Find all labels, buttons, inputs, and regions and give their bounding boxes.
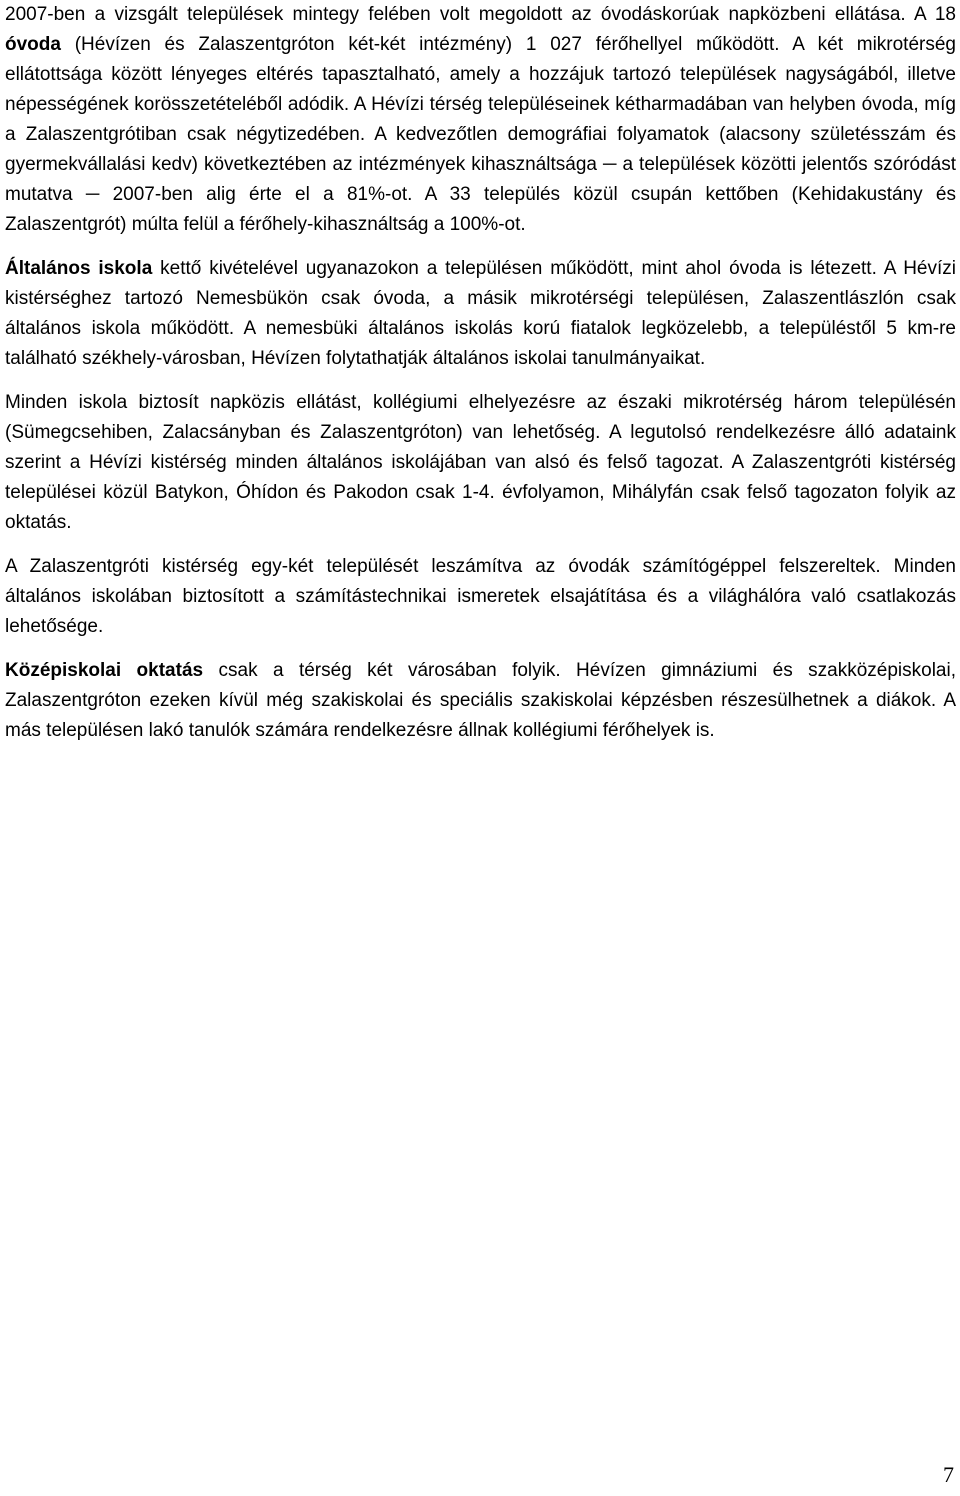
page-number: 7 [943,1462,954,1487]
paragraph-secondary-school [5,656,956,746]
text-run: (Hévízen és Zalaszentgróton két-két intézmény) 1 027 férőhellyel működött. A két mikrotérség ellátottsága között lényeges eltérés tapasztalható, amely a hozzájuk tartozó települések nagyságából, illetve népességének korösszetételéből adódik. A Hévízi térség településeinek kétharmadában van helyben óvoda, míg a Zalaszentgrótiban csak négytizedében. A kedvezőtlen demográfiai folyamatok (alacsony születésszám és gyermekvállalási kedv) következtében az intézmények kihasználtsága ─ a települések közötti jelentős szóródást mutatva ─ 2007-ben alig érte el a 81%-ot. A 33 település közül csupán kettőben (Kehidakustány és Zalaszentgrót) múlta felül a férőhely-kihasználtság a 100%-ot. [5,34,956,235]
bold-term-ovoda: óvoda [5,34,61,55]
paragraph-computers [5,552,956,642]
paragraph-school-services [5,388,956,538]
text-run: A Zalaszentgróti kistérség egy-két települését leszámítva az óvodák számítógéppel felszereltek. Minden általános iskolában biztosított a számítástechnikai ismeretek elsajátítása és a világhálóra való csatlakozás lehetősége. [5,556,956,637]
paragraph-kindergarten [5,0,956,240]
text-run: kettő kivételével ugyanazokon a településen működött, mint ahol óvoda is létezett. A Hévízi kistérséghez tartozó Nemesbükön csak óvoda, a másik mikrotérségi településen, Zalaszentlászlón csak általános iskola működött. A nemesbüki általános iskolás korú fiatalok legközelebb, a településtől 5 km-re található székhely-városban, Hévízen folytathatják általános iskolai tanulmányaikat. [5,258,956,369]
paragraph-primary-school [5,254,956,374]
document-body [5,0,956,760]
bold-term-altalanos-iskola: Általános iskola [5,258,153,279]
text-run: 2007-ben a vizsgált települések mintegy felében volt megoldott az óvodáskorúak napközbeni ellátása. A 18 [5,4,956,25]
bold-term-kozepiskolai-oktatas: Középiskolai oktatás [5,660,204,681]
text-run: Minden iskola biztosít napközis ellátást, kollégiumi elhelyezésre az északi mikrotérség három településén (Sümegcsehiben, Zalacsányban és Zalaszentgróton) van lehetőség. A legutolsó rendelkezésre álló adataink szerint a Hévízi kistérség minden általános iskolájában van alsó és felső tagozat. A Zalaszentgróti kistérség települései közül Batykon, Óhídon és Pakodon csak 1-4. évfolyamon, Mihályfán csak felső tagozaton folyik az oktatás. [5,392,956,533]
text-run: csak a térség két városában folyik. Hévízen gimnáziumi és szakközépiskolai, Zalaszentgróton ezeken kívül még szakiskolai és speciális szakiskolai képzésben részesülhetnek a diákok. A más településen lakó tanulók számára rendelkezésre állnak kollégiumi férőhelyek is. [5,660,956,741]
